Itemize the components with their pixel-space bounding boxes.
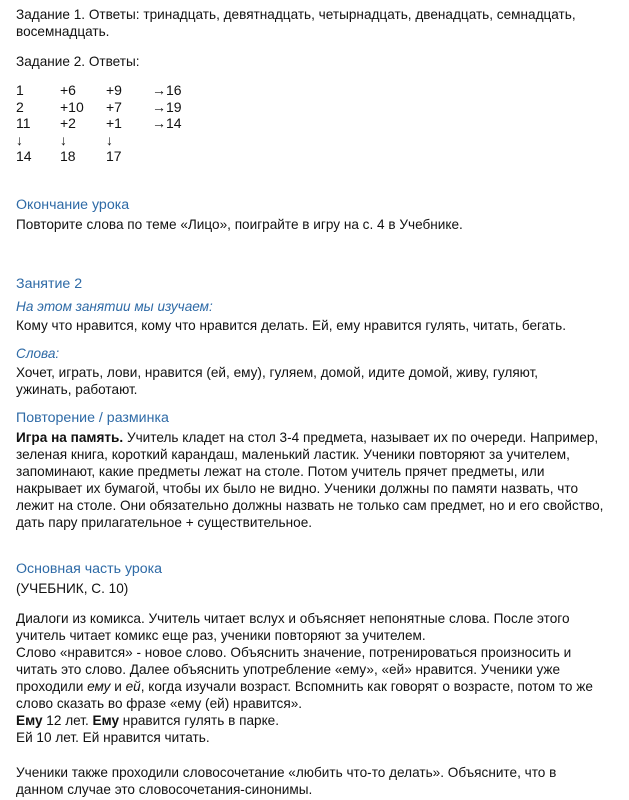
grid-row (16, 82, 316, 99)
end-heading: Окончание урока (16, 197, 130, 213)
dialogs-paragraph: Диалоги из комикса. Учитель читает вслух и объясняет непонятные слова. После этого учитель читает комикс еще раз, ученики повторяют за учителем. (16, 611, 570, 643)
words-text: Хочет, играть, лови, нравится (ей, ему), гуляем, домой, идите домой, живу, гуляют, ужинать, работают. (16, 365, 539, 397)
grid-row (16, 132, 316, 149)
word-explanation-text: Слово «нравится» - новое слово. Объяснить значение, потренироваться произносить и читать это слово. Далее объяснить употребление «ему», «ей» нравится. Ученики уже проходили (16, 645, 572, 694)
grid-cell: ↓ (16, 131, 23, 148)
italic-ему: ему (87, 679, 111, 694)
end-text: Повторите слова по теме «Лицо», поиграйте в игру на с. 4 в Учебнике. (16, 217, 463, 232)
study-subheading: На этом занятии мы изучаем: (16, 299, 213, 314)
memory-game-paragraph (16, 429, 612, 531)
grid-cell: 18 (60, 148, 76, 164)
grid-cell: →14 (152, 115, 182, 131)
word-explanation-paragraph (16, 644, 616, 712)
grid-cell: ↓ (60, 131, 67, 148)
grid-cell: 2 (16, 98, 24, 115)
grid-row (16, 115, 316, 132)
grid-cell: →16 (152, 82, 182, 98)
example-text: нравится гулять в парке. (119, 713, 280, 728)
grid-cell: 11 (16, 115, 31, 131)
example-text: 12 лет. (42, 713, 93, 728)
grid-cell: +2 (60, 115, 76, 131)
grid-cell: +6 (60, 82, 76, 98)
grid-cell: +7 (106, 98, 122, 115)
study-text: Кому что нравится, кому что нравится делать. Ей, ему нравится гулять, читать, бегать. (16, 318, 567, 333)
grid-cell: 1 (16, 82, 24, 98)
example-1 (16, 712, 279, 729)
grid-cell: ↓ (106, 131, 113, 148)
grid-cell: +9 (106, 82, 122, 98)
warmup-heading: Повторение / разминка (16, 410, 169, 426)
task1-answers: Задание 1. Ответы: тринадцать, девятнадцать, четырнадцать, двенадцать, семнадцать, восемнадцать. (16, 7, 576, 39)
word-explanation-text: и (110, 679, 126, 694)
final-paragraph: Ученики также проходили словосочетание «любить что-то делать». Объясните, что в данном случае это словосочетания-синонимы. (16, 765, 557, 797)
example-2: Ей 10 лет. Ей нравится читать. (16, 730, 210, 745)
italic-ей: ей (125, 679, 141, 694)
lesson2-heading: Занятие 2 (16, 276, 83, 292)
main-heading: Основная часть урока (16, 561, 163, 577)
example-bold: Ему (92, 713, 120, 728)
example-bold: Ему (16, 713, 43, 728)
grid-row (16, 99, 316, 116)
grid-cell: +10 (60, 98, 84, 115)
grid-cell: 14 (16, 148, 32, 164)
memory-game-text: Учитель кладет на стол 3-4 предмета, называет их по очереди. Например, зеленая книга, короткий карандаш, маленький ластик. Ученики повторяют за учителем, запоминают, какие предметы лежат на столе. Потом учитель прячет предметы, или накрывает их бумагой, чтобы их было не видно. Ученики должны по памяти назвать, что лежит на столе. Они обязательно должны назвать не только сам предмет, но и его свойство, дать пару прилагательное + существительное. (16, 430, 604, 530)
word-explanation-text: , когда изучали возраст. Вспомнить как говорят о возрасте, потом то же слово сказать во фразе «ему (ей) нравится». (16, 679, 593, 711)
answers-grid (16, 82, 316, 164)
grid-cell: +1 (106, 115, 122, 131)
memory-game-title: Игра на память. (16, 430, 124, 445)
grid-cell: 17 (106, 148, 122, 164)
grid-row (16, 148, 316, 165)
words-subheading: Слова: (16, 346, 60, 361)
task2-title: Задание 2. Ответы: (16, 54, 140, 69)
textbook-reference: (УЧЕБНИК, С. 10) (16, 581, 129, 596)
grid-cell: →19 (152, 98, 182, 115)
